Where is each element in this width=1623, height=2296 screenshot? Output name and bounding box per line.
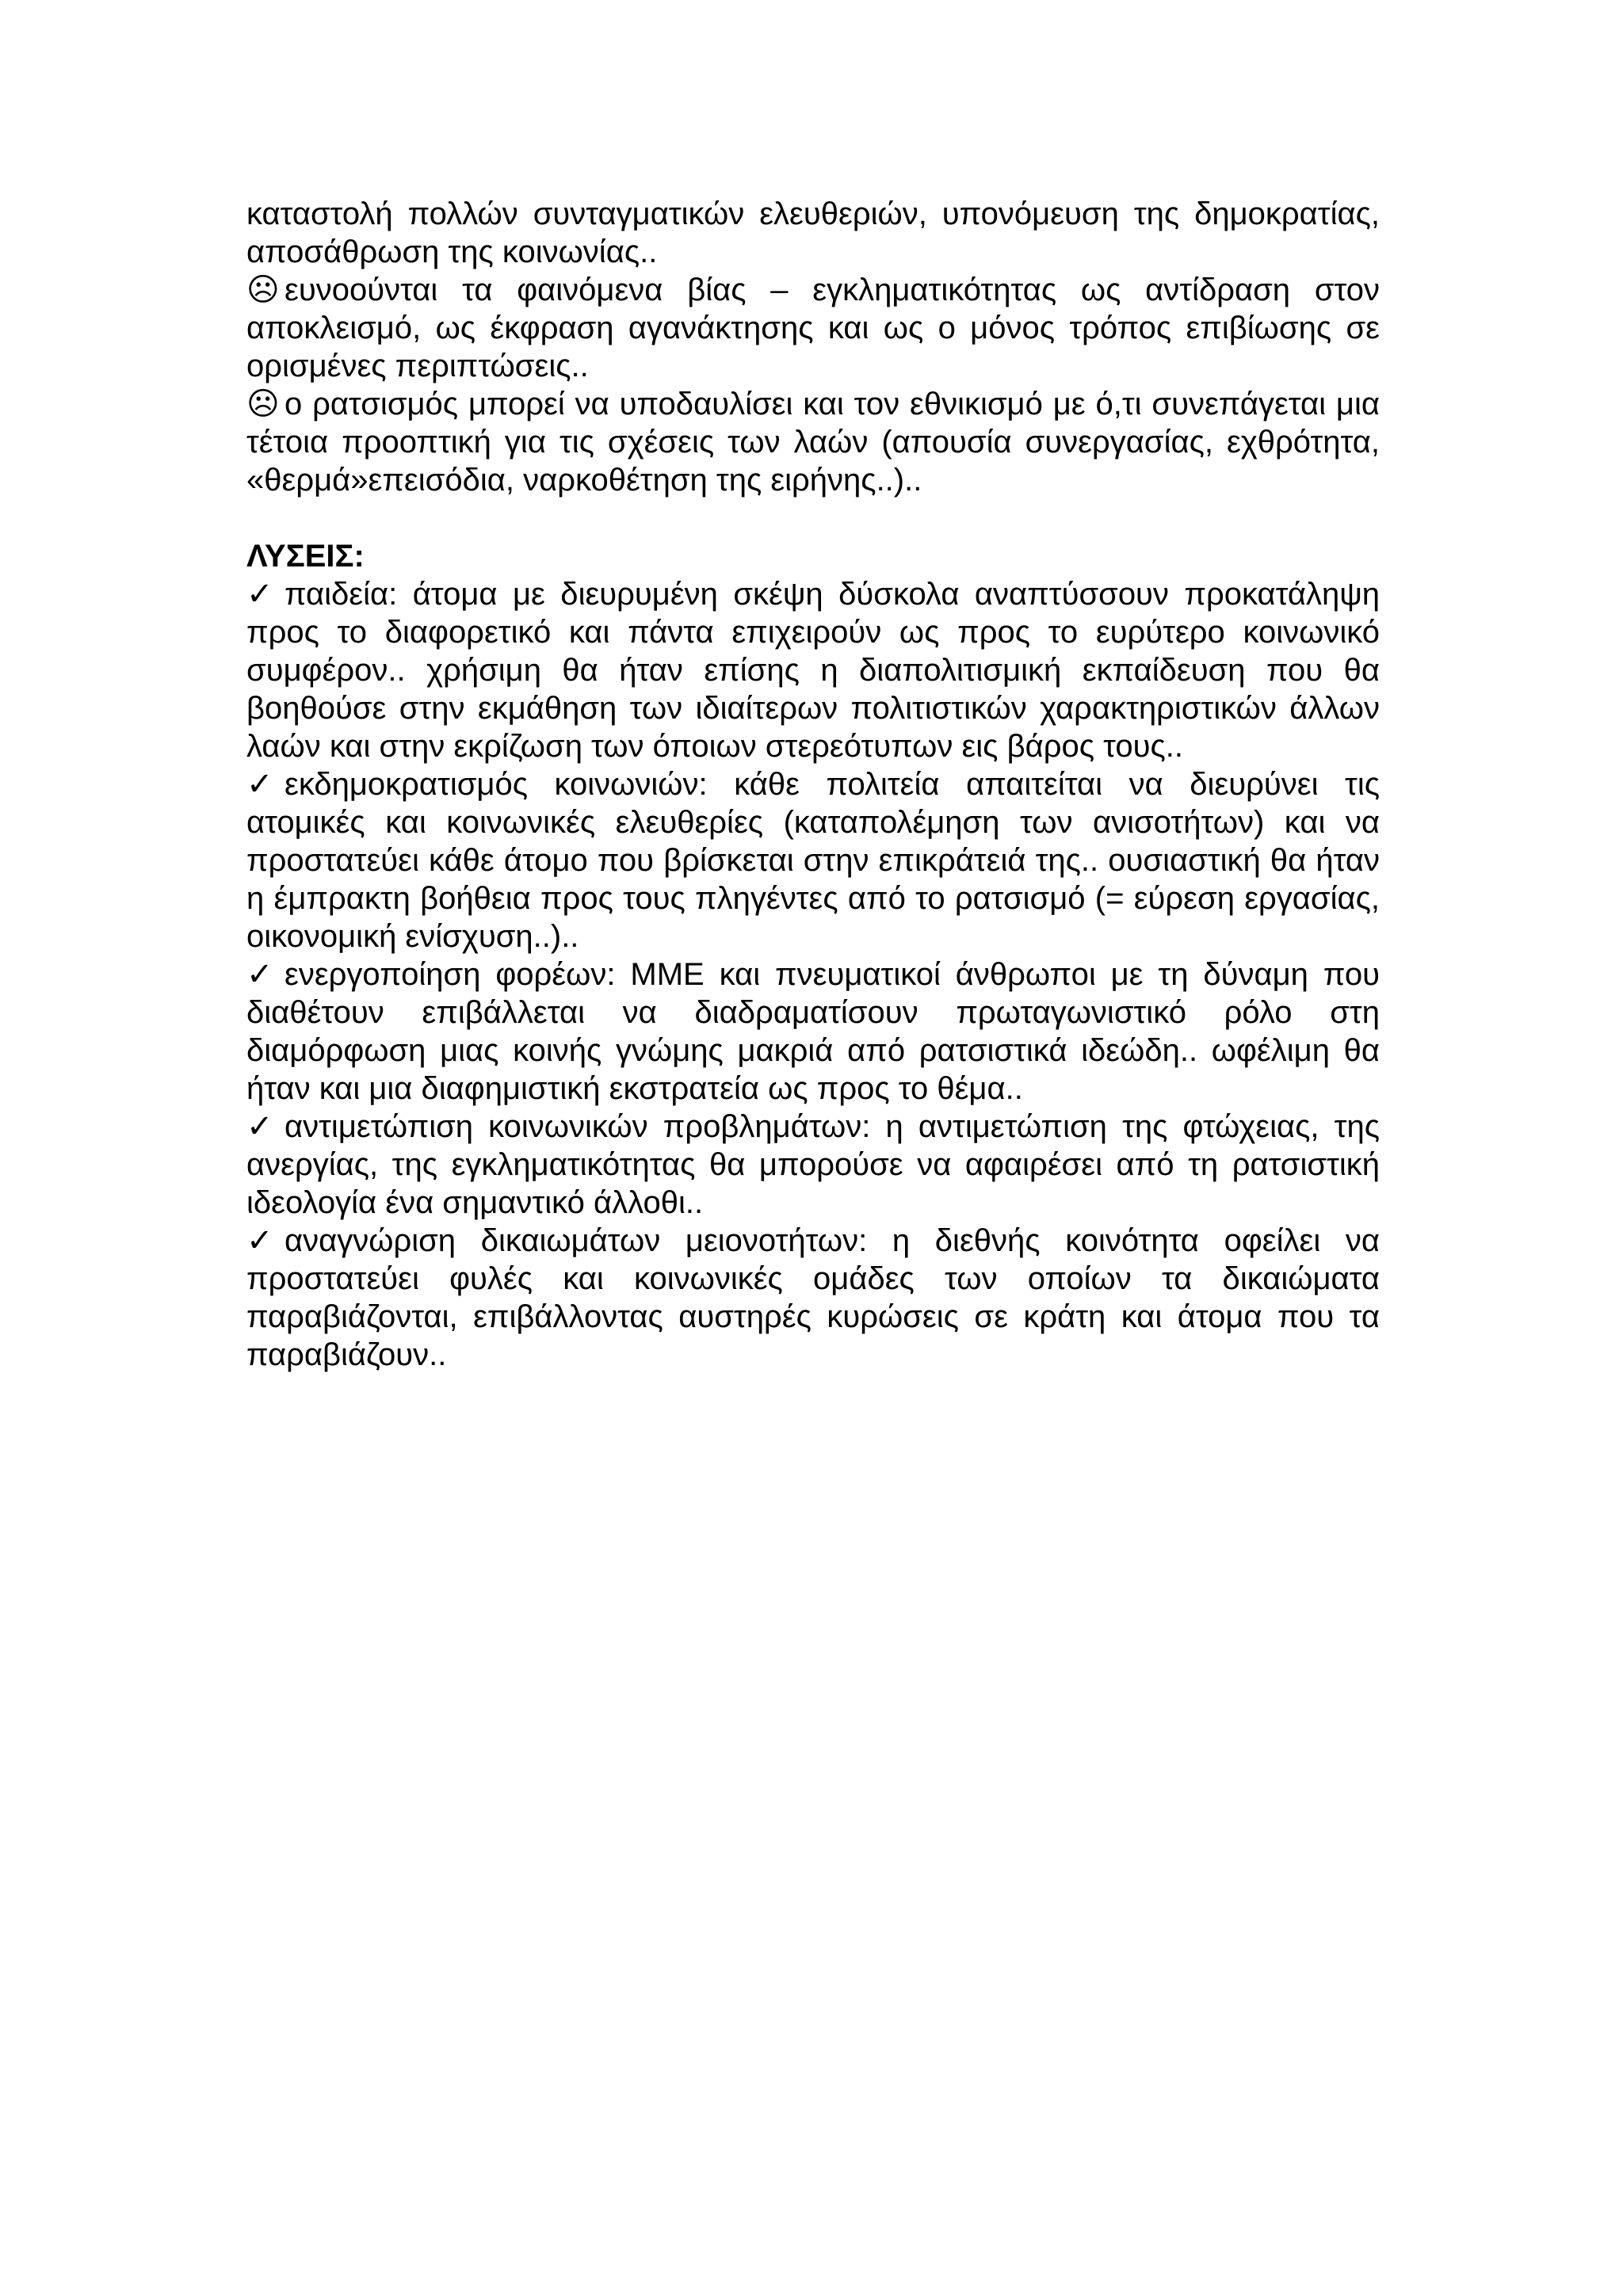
- checkmark-icon: ✓: [246, 1222, 273, 1259]
- intro-continuation-paragraph: καταστολή πολλών συνταγματικών ελευθεριών, υπονόμευση της δημοκρατίας, αποσάθρωση της κοινωνίας..: [246, 196, 1380, 269]
- solution-text: εκδημοκρατισμός κοινωνιών: κάθε πολιτεία απαιτείται να διευρύνει τις ατομικές και κοινωνικές ελευθερίες (καταπολέμηση των ανισοτήτων) και να προστατεύει κάθε άτομο που βρίσκεται στην επικράτειά της.. ουσιαστική θα ήταν η έμπρακτη βοήθεια προς τους πληγέντες από το ρατσισμό (= εύρεση εργασίας, οικονομική ενίσχυση..)..: [246, 767, 1380, 954]
- solution-item: [246, 575, 1380, 765]
- checkmark-icon: ✓: [246, 766, 273, 803]
- consequence-text: ευνοούνται τα φαινόμενα βίας – εγκληματικότητας ως αντίδραση στον αποκλεισμό, ως έκφραση αγανάκτησης και ως ο μόνος τρόπος επιβίωσης σε ορισμένες περιπτώσεις..: [246, 273, 1380, 383]
- solution-text: παιδεία: άτομα με διευρυμένη σκέψη δύσκολα αναπτύσσουν προκατάληψη προς το διαφορετικό και πάντα επιχειρούν ως προς το ευρύτερο κοινωνικό συμφέρον.. χρήσιμη θα ήταν επίσης η διαπολιτισμική εκπαίδευση που θα βοηθούσε στην εκμάθηση των ιδιαίτερων πολιτιστικών χαρακτηριστικών άλλων λαών και στην εκρίζωση των όποιων στερεότυπων εις βάρος τους..: [246, 577, 1380, 764]
- consequence-item: [246, 385, 1380, 499]
- checkmark-icon: ✓: [246, 576, 273, 612]
- solution-item: [246, 955, 1380, 1108]
- solutions-heading: ΛΥΣΕΙΣ:: [246, 539, 365, 574]
- solution-item: [246, 1222, 1380, 1374]
- frown-face-icon: ☹: [246, 386, 280, 422]
- solution-item: [246, 765, 1380, 955]
- solution-text: αντιμετώπιση κοινωνικών προβλημάτων: η αντιμετώπιση της φτώχειας, της ανεργίας, της εγκληματικότητας θα μπορούσε να αφαιρέσει από τη ρατσιστική ιδεολογία ένα σημαντικό άλλοθι..: [246, 1109, 1380, 1220]
- consequence-text: ο ρατσισμός μπορεί να υποδαυλίσει και τον εθνικισμό με ό,τι συνεπάγεται μια τέτοια προοπτική για τις σχέσεις των λαών (απουσία συνεργασίας, εχθρότητα, «θερμά»επεισόδια, ναρκοθέτηση της ειρήνης..)..: [246, 387, 1380, 498]
- checkmark-icon: ✓: [246, 956, 273, 993]
- solution-text: αναγνώριση δικαιωμάτων μειονοτήτων: η διεθνής κοινότητα οφείλει να προστατεύει φυλές και κοινωνικές ομάδες των οποίων τα δικαιώματα παραβιάζονται, επιβάλλοντας αυστηρές κυρώσεις σε κράτη και άτομα που τα παραβιάζουν..: [246, 1223, 1380, 1372]
- solution-item: [246, 1108, 1380, 1222]
- frown-face-icon: ☹: [246, 272, 280, 308]
- checkmark-icon: ✓: [246, 1108, 273, 1145]
- consequence-item: [246, 271, 1380, 385]
- solution-text: ενεργοποίηση φορέων: ΜΜΕ και πνευματικοί άνθρωποι με τη δύναμη που διαθέτουν επιβάλλεται να διαδραματίσουν πρωταγωνιστικό ρόλο στη διαμόρφωση μιας κοινής γνώμης μακριά από ρατσιστικά ιδεώδη.. ωφέλιμη θα ήταν και μια διαφημιστική εκστρατεία ως προς το θέμα..: [246, 957, 1380, 1106]
- document-body: [246, 195, 1380, 1374]
